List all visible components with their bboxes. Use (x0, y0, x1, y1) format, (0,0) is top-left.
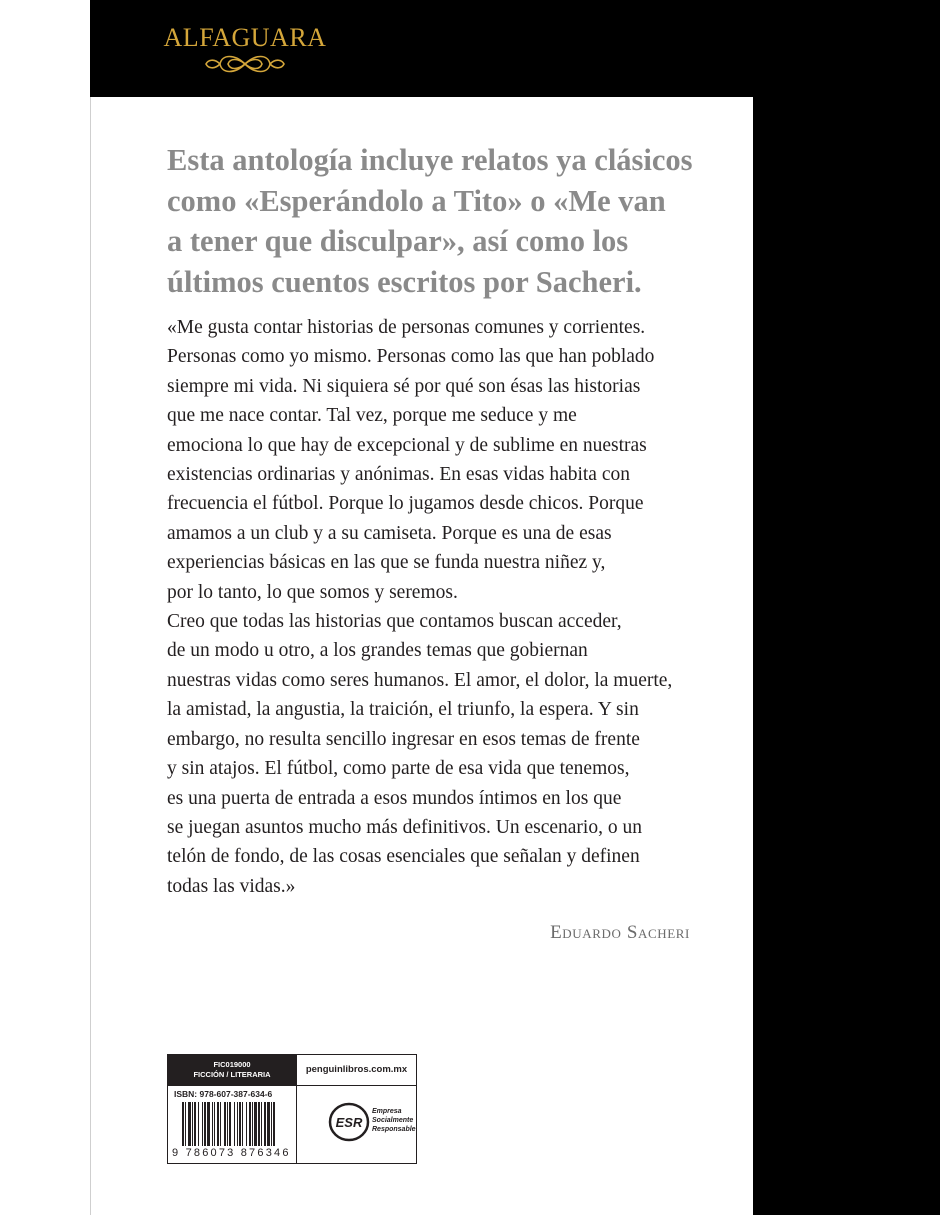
barcode-bar (264, 1102, 266, 1146)
barcode-bar (239, 1102, 241, 1146)
barcode-bar (252, 1102, 253, 1146)
quote-line: experiencias básicas en las que se funda nuestra niñez y, (167, 552, 606, 574)
barcode-bar (261, 1102, 262, 1146)
author-quote (167, 313, 727, 901)
publisher-name: ALFAGUARA (163, 23, 327, 52)
barcode-bar (207, 1102, 210, 1146)
barcode-bar (182, 1102, 184, 1146)
barcode-bar (229, 1102, 231, 1146)
quote-line: todas las vidas.» (167, 875, 296, 897)
barcode-bar (214, 1102, 215, 1146)
barcode-bar (202, 1102, 203, 1146)
barcode-icon (182, 1102, 290, 1146)
barcode-bar (246, 1102, 247, 1146)
barcode-bar (220, 1102, 221, 1146)
blurb-text (167, 140, 727, 302)
esr-line: Socialmente (372, 1117, 414, 1124)
quote-line: Personas como yo mismo. Personas como las que han poblado (167, 346, 655, 368)
barcode-bar (194, 1102, 196, 1146)
quote-line: frecuencia el fútbol. Porque lo jugamos desde chicos. Porque (167, 493, 644, 515)
barcode-bar (204, 1102, 206, 1146)
publisher-logo (160, 24, 330, 76)
divider (296, 1085, 297, 1163)
blurb-line: Esta antología incluye relatos ya clásicos (167, 143, 693, 177)
barcode-bar (242, 1102, 243, 1146)
barcode-panel (167, 1054, 417, 1164)
blurb-line: últimos cuentos escritos por Sacheri. (167, 264, 642, 299)
ornament-icon (200, 52, 290, 76)
publisher-website: penguinlibros.com.mx (296, 1055, 416, 1085)
esr-logo-text: ESR (335, 1115, 363, 1130)
quote-line: nuestras vidas como seres humanos. El amor, el dolor, la muerte, (167, 669, 673, 691)
page-margin (0, 0, 90, 1215)
divider (168, 1085, 416, 1086)
barcode-bar (271, 1102, 272, 1146)
quote-line: por lo tanto, lo que somos y seremos. (167, 581, 458, 603)
barcode-bar (267, 1102, 270, 1146)
barcode-digits: 9 786073 876346 (172, 1147, 291, 1159)
barcode-bar (188, 1102, 191, 1146)
category-label (168, 1055, 296, 1085)
barcode-bar (258, 1102, 260, 1146)
quote-line: «Me gusta contar historias de personas comunes y corrientes. (167, 317, 646, 338)
quote-line: la amistad, la angustia, la traición, el triunfo, la espera. Y sin (167, 699, 639, 721)
barcode-bar (249, 1102, 251, 1146)
isbn-text: ISBN: 978-607-387-634-6 (174, 1089, 273, 1099)
category-name: FICCIÓN / LITERARIA (193, 1070, 271, 1079)
quote-line: telón de fondo, de las cosas esenciales que señalan y definen (167, 846, 640, 868)
esr-line: Empresa (372, 1108, 402, 1115)
quote-line: amamos a un club y a su camiseta. Porque es una de esas (167, 522, 612, 544)
quote-line: emociona lo que hay de excepcional y de sublime en nuestras (167, 434, 647, 456)
esr-line: Responsable (372, 1126, 416, 1133)
barcode-bar (234, 1102, 235, 1146)
author-name: Eduardo Sacheri (550, 922, 690, 943)
quote-line: Creo que todas las historias que contamos buscan acceder, (167, 611, 622, 633)
quote-line: que me nace contar. Tal vez, porque me seduce y me (167, 405, 577, 427)
barcode-bar (254, 1102, 257, 1146)
barcode-bar (224, 1102, 226, 1146)
barcode-bar (217, 1102, 219, 1146)
blurb-line: como «Esperándolo a Tito» o «Me van (167, 183, 666, 218)
esr-logo-icon (328, 1101, 370, 1143)
cover-spine-band (753, 0, 940, 1215)
barcode-bar (198, 1102, 199, 1146)
barcode-bar (185, 1102, 186, 1146)
quote-line: y sin atajos. El fútbol, como parte de esa vida que tenemos, (167, 758, 630, 780)
barcode-bar (227, 1102, 228, 1146)
blurb-line: a tener que disculpar», así como los (167, 224, 629, 258)
quote-line: siempre mi vida. Ni siquiera sé por qué son ésas las historias (167, 375, 641, 397)
quote-line: embargo, no resulta sencillo ingresar en esos temas de frente (167, 728, 640, 750)
category-code: FIC019000 (213, 1060, 251, 1069)
quote-line: de un modo u otro, a los grandes temas que gobiernan (167, 640, 588, 662)
quote-line: existencias ordinarias y anónimas. En esas vidas habita con (167, 464, 630, 486)
barcode-bar (273, 1102, 275, 1146)
quote-line: es una puerta de entrada a esos mundos íntimos en los que (167, 787, 622, 809)
barcode-bar (237, 1102, 238, 1146)
esr-label (372, 1107, 416, 1134)
quote-line: se juegan asuntos mucho más definitivos. Un escenario, o un (167, 816, 642, 838)
barcode-bar (212, 1102, 213, 1146)
barcode-bar (192, 1102, 193, 1146)
